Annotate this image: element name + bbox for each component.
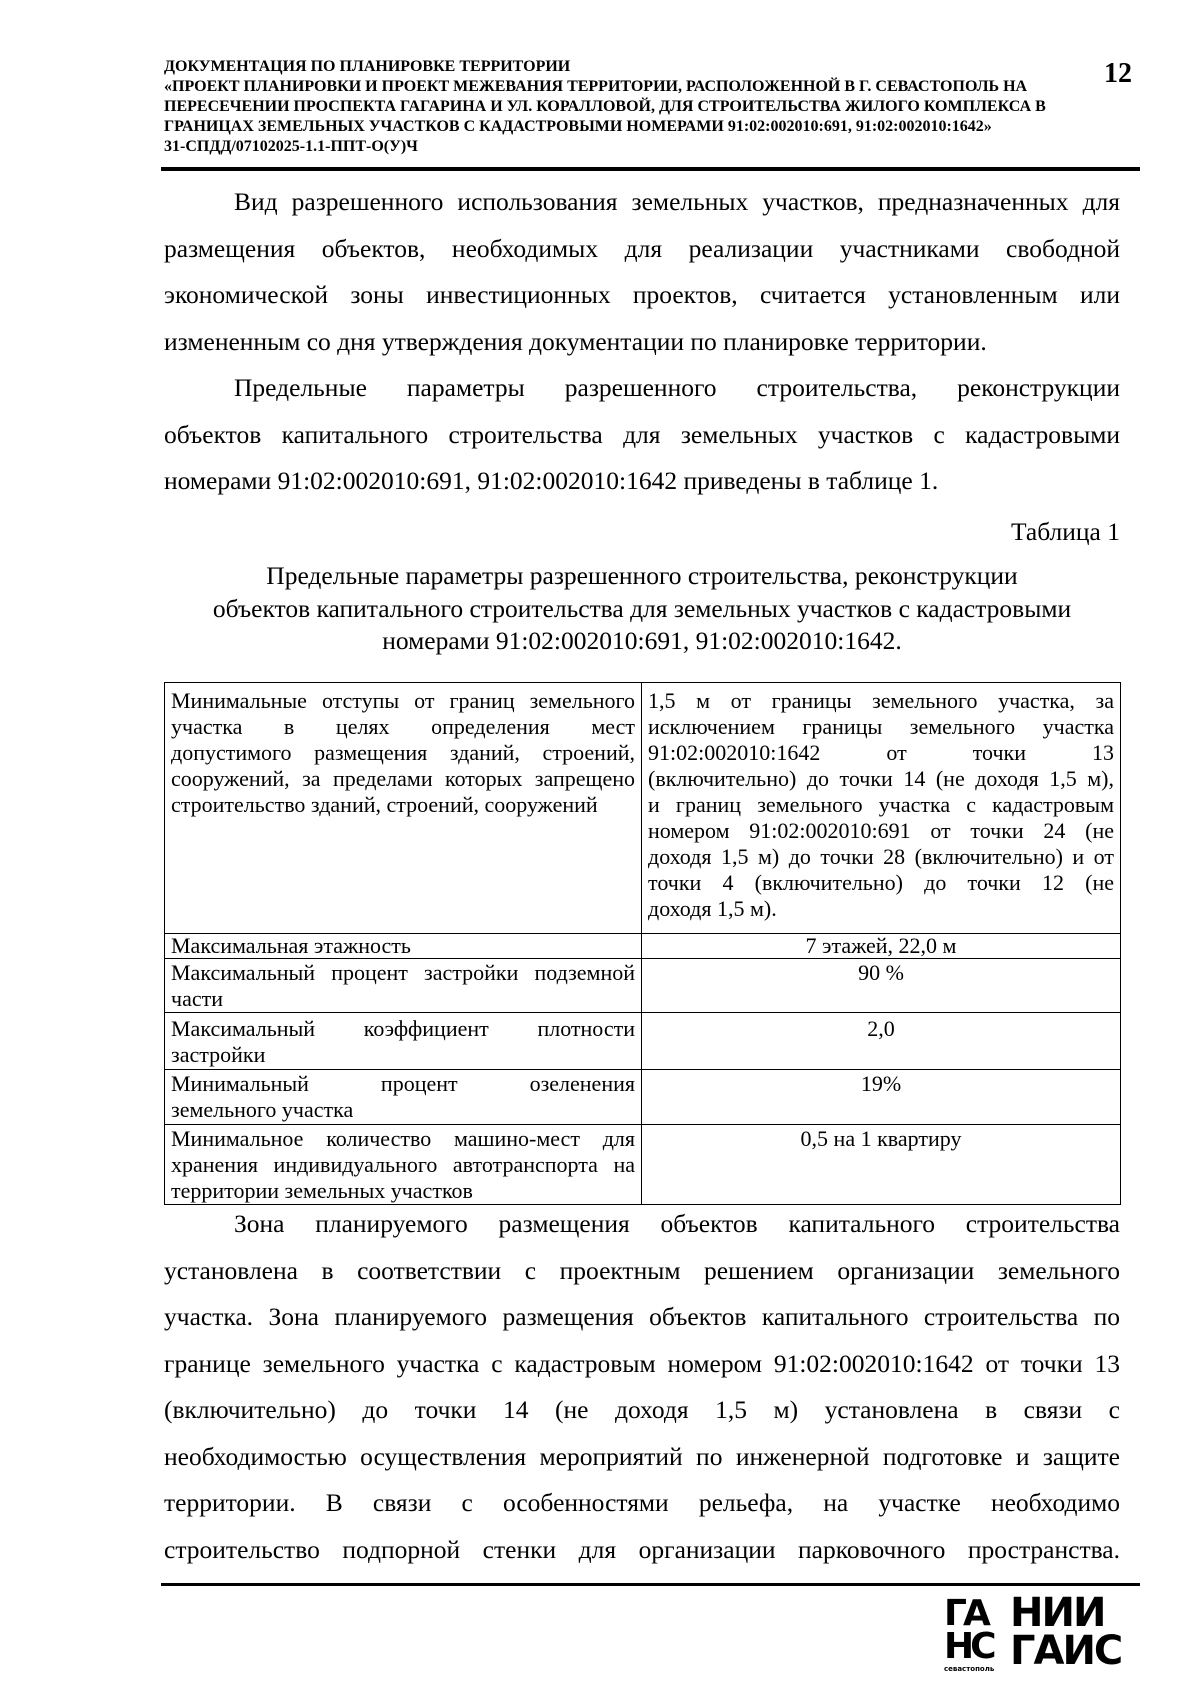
paragraph-line: Вид разрешенного использования земельных участков, предназначенных для: [234, 187, 1120, 216]
cell-line: сооружений, за пределами которых запрещено: [171, 766, 635, 791]
table-label: Таблица 1: [1010, 517, 1120, 546]
paragraph-line: объектов капитального строительства для земельных участков с кадастровыми: [164, 419, 1120, 449]
cell-line: доходя 1,5 м) до точки 28 (включительно) и от: [648, 844, 1114, 869]
page-number: 12: [1104, 58, 1132, 89]
paragraph-line: границе земельного участка с кадастровым номером 91:02:002010:1642 от точки 13: [164, 1348, 1120, 1378]
header-line: ПЕРЕСЕЧЕНИИ ПРОСПЕКТА ГАГАРИНА И УЛ. КОРАЛЛОВОЙ, ДЛЯ СТРОИТЕЛЬСТВА ЖИЛОГО КОМПЛЕКСА В: [164, 98, 1046, 115]
cell-line: исключением границы земельного участка: [648, 714, 1114, 739]
table-row: [165, 934, 1121, 959]
value-cell: [642, 1070, 1121, 1125]
cell-line: хранения индивидуального автотранспорта на: [171, 1152, 635, 1177]
cell-line: 1,5 м от границы земельного участка, за: [648, 688, 1114, 713]
cell-line: 2,0: [867, 1016, 895, 1041]
cell-line: 19%: [860, 1071, 902, 1096]
cell-line: допустимого размещения зданий, строений,: [171, 740, 635, 765]
parameter-cell: [165, 934, 642, 959]
footer-divider: [161, 1583, 1140, 1586]
paragraph-line: строительство подпорной стенки для организации парковочного пространства.: [164, 1534, 1120, 1564]
cell-line: Минимальные отступы от границ земельного: [171, 688, 635, 713]
table-row: [165, 1013, 1121, 1070]
paragraph-line: Зона планируемого размещения объектов капитального строительства: [234, 1209, 1120, 1238]
cell-line: 90 %: [858, 960, 904, 985]
logo-mark-caption: севастополь: [944, 1665, 995, 1673]
document-header: [164, 57, 1046, 157]
paragraph-line: экономической зоны инвестиционных проектов, считается установленным или: [164, 280, 1120, 309]
parameters-table: [164, 682, 1121, 1205]
table-caption: [164, 560, 1120, 658]
paragraph-line: Предельные параметры разрешенного строительства, реконструкции: [234, 373, 1120, 402]
caption-line: объектов капитального строительства для земельных участков с кадастровыми: [212, 593, 1072, 623]
cell-line: части: [171, 986, 223, 1011]
cell-line: застройки: [171, 1042, 266, 1067]
paragraph-line: участка. Зона планируемого размещения объектов капитального строительства по: [164, 1302, 1120, 1331]
parameter-cell: [165, 1013, 642, 1070]
header-line: «ПРОЕКТ ПЛАНИРОВКИ И ПРОЕКТ МЕЖЕВАНИЯ ТЕРРИТОРИИ, РАСПОЛОЖЕННОЙ В Г. СЕВАСТОПОЛЬ НА: [164, 78, 1028, 95]
cell-line: и границ земельного участка с кадастровым: [648, 792, 1114, 817]
parameter-cell: [165, 1125, 642, 1205]
paragraph-line: территории. В связи с особенностями рельефа, на участке необходимо: [164, 1488, 1120, 1517]
paragraph-line: номерами 91:02:002010:691, 91:02:002010:1642 приведены в таблице 1.: [164, 466, 939, 495]
cell-line: 7 этажей, 22,0 м: [805, 933, 957, 958]
header-line: 31-СПДД/07102025-1.1-ППТ-О(У)Ч: [164, 138, 418, 155]
cell-line: (включительно) до точки 14 (не доходя 1,5 м),: [648, 766, 1114, 791]
table-row: [165, 959, 1121, 1013]
cell-line: Максимальный коэффициент плотности: [171, 1016, 635, 1041]
logo-mark-bottom: НС: [944, 1626, 993, 1667]
header-line: ГРАНИЦАХ ЗЕМЕЛЬНЫХ УЧАСТКОВ С КАДАСТРОВЫМИ НОМЕРАМИ 91:02:002010:691, 91:02:002010:1642»: [164, 118, 992, 135]
paragraph-line: (включительно) до точки 14 (не доходя 1,5 м) установлена в связи с: [164, 1395, 1120, 1424]
value-cell: [642, 959, 1121, 1013]
logo-name-top: НИИ: [1010, 1590, 1105, 1636]
table-row: [165, 1070, 1121, 1125]
paragraph-line: измененным со дня утверждения документации по планировке территории.: [164, 326, 987, 356]
logo-name-bottom: ГАИС: [1010, 1628, 1122, 1674]
value-cell: [642, 1125, 1121, 1205]
logo-mark-top: ГА: [944, 1593, 987, 1634]
organization-logo-name: [1010, 1590, 1122, 1674]
cell-line: Минимальное количество машино-мест для: [171, 1126, 635, 1151]
cell-line: номером 91:02:002010:691 от точки 24 (не: [648, 818, 1114, 843]
paragraph-line: установлена в соответствии с проектным решением организации земельного: [164, 1255, 1120, 1285]
parameter-cell: [165, 683, 642, 934]
caption-line: номерами 91:02:002010:691, 91:02:002010:1642.: [382, 626, 902, 655]
cell-line: доходя 1,5 м).: [648, 896, 777, 921]
cell-line: строительство зданий, строений, сооружений: [171, 792, 598, 817]
cell-line: земельного участка: [171, 1097, 354, 1122]
paragraph-line: размещения объектов, необходимых для реализации участниками свободной: [164, 233, 1120, 263]
parameter-cell: [165, 959, 642, 1013]
header-line: ДОКУМЕНТАЦИЯ ПО ПЛАНИРОВКЕ ТЕРРИТОРИИ: [164, 58, 571, 75]
parameter-cell: [165, 1070, 642, 1125]
value-cell: [642, 1013, 1121, 1070]
table-row: [165, 1125, 1121, 1205]
paragraph-1: [164, 179, 1120, 365]
cell-line: 0,5 на 1 квартиру: [800, 1126, 962, 1151]
value-cell: [642, 934, 1121, 959]
paragraph-line: необходимостью осуществления мероприятий по инженерной подготовке и защите: [164, 1441, 1120, 1471]
cell-line: территории земельных участков: [171, 1178, 473, 1203]
paragraph-3: [164, 1201, 1120, 1573]
cell-line: 91:02:002010:1642 от точки 13: [648, 740, 1114, 765]
organization-logo-mark: [944, 1593, 1004, 1673]
caption-line: Предельные параметры разрешенного строительства, реконструкции: [266, 561, 1018, 590]
value-cell: [642, 683, 1121, 934]
cell-line: Максимальная этажность: [171, 933, 411, 958]
cell-line: Максимальный процент застройки подземной: [171, 960, 635, 985]
cell-line: точки 4 (включительно) до точки 12 (не: [648, 870, 1114, 895]
cell-line: участка в целях определения мест: [171, 714, 635, 739]
cell-line: Минимальный процент озеленения: [171, 1071, 635, 1096]
table-row: [165, 683, 1121, 934]
header-divider: [161, 167, 1140, 171]
paragraph-2: [164, 365, 1120, 505]
